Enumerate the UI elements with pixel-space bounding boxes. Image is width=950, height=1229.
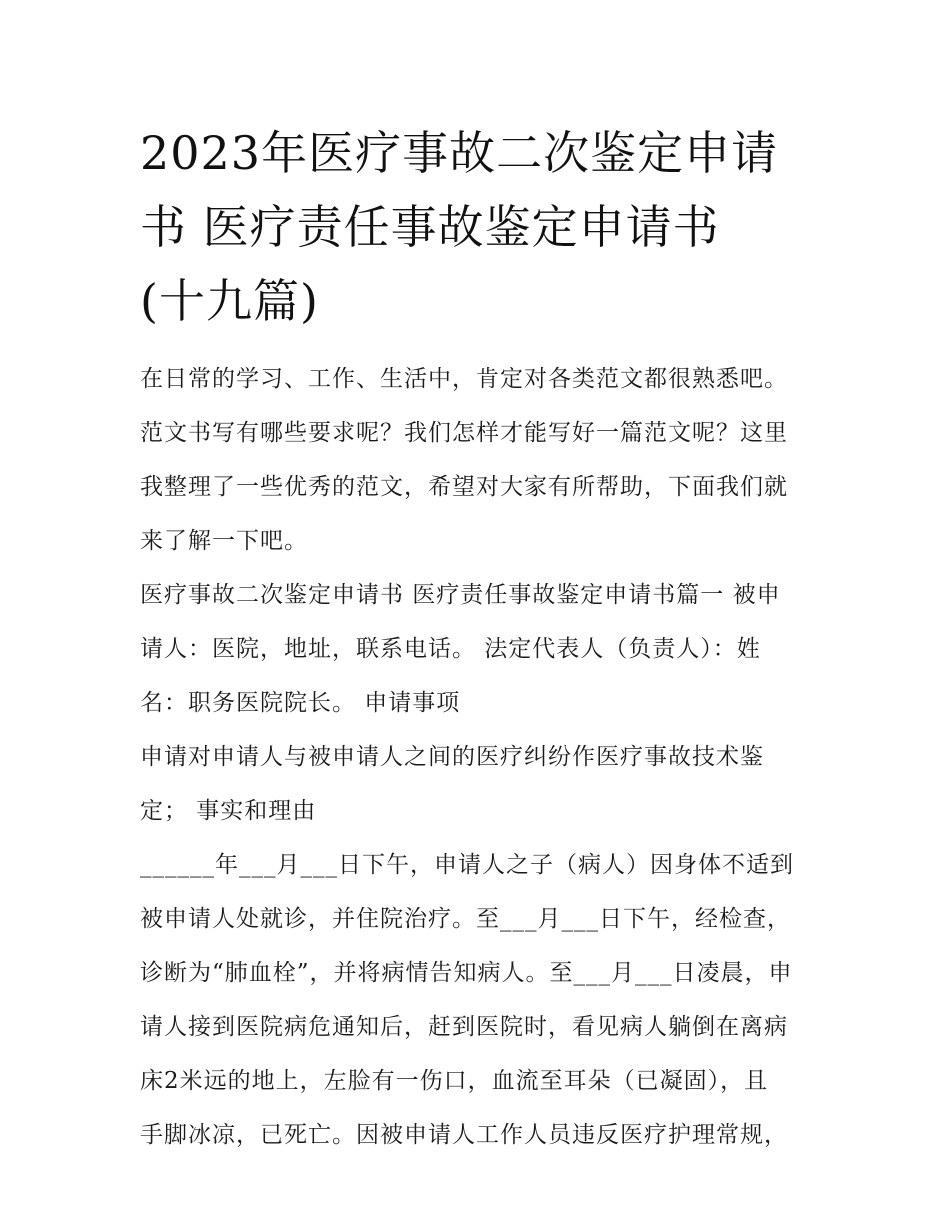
paragraph-line: 请人接到医院病危通知后，赶到医院时，看见病人躺倒在离病 (140, 1014, 788, 1040)
paragraph-respondent (140, 568, 820, 730)
title-line-3: (十九篇) (140, 274, 319, 328)
paragraph-line: 我整理了一些优秀的范文，希望对大家有所帮助，下面我们就 (140, 474, 788, 500)
paragraph-facts (140, 838, 820, 1162)
paragraph-line: 名：职务医院院长。 申请事项 (140, 690, 461, 716)
paragraph-line: 来了解一下吧。 (140, 528, 308, 554)
document-body (140, 352, 820, 1162)
paragraph-line: 床2米远的地上，左脸有一伤口，血流至耳朵（已凝固），且 (140, 1068, 769, 1094)
title-line-1: 2023年医疗事故二次鉴定申请 (140, 126, 779, 180)
paragraph-line: 请人：医院，地址，联系电话。 法定代表人（负责人）：姓 (140, 636, 761, 662)
paragraph-line: 手脚冰凉，已死亡。因被申请人工作人员违反医疗护理常规， (140, 1122, 788, 1148)
paragraph-request (140, 730, 820, 838)
paragraph-line: 申请对申请人与被申请人之间的医疗纠纷作医疗事故技术鉴 (140, 744, 764, 770)
paragraph-line: 定； 事实和理由 (140, 798, 317, 824)
document-title (140, 116, 830, 338)
paragraph-line: 范文书写有哪些要求呢？我们怎样才能写好一篇范文呢？这里 (140, 420, 788, 446)
paragraph-line: ______年___月___日下午，申请人之子（病人）因身体不适到 (140, 852, 794, 878)
paragraph-line: 在日常的学习、工作、生活中，肯定对各类范文都很熟悉吧。 (140, 366, 788, 392)
paragraph-line: 诊断为“肺血栓”，并将病情告知病人。至___月___日凌晨，申 (140, 960, 793, 986)
paragraph-intro (140, 352, 820, 568)
paragraph-line: 被申请人处就诊，并住院治疗。至___月___日下午，经检查， (140, 906, 791, 932)
title-line-2: 书 医疗责任事故鉴定申请书 (140, 200, 720, 254)
paragraph-line: 医疗事故二次鉴定申请书 医疗责任事故鉴定申请书篇一 被申 (140, 582, 781, 608)
